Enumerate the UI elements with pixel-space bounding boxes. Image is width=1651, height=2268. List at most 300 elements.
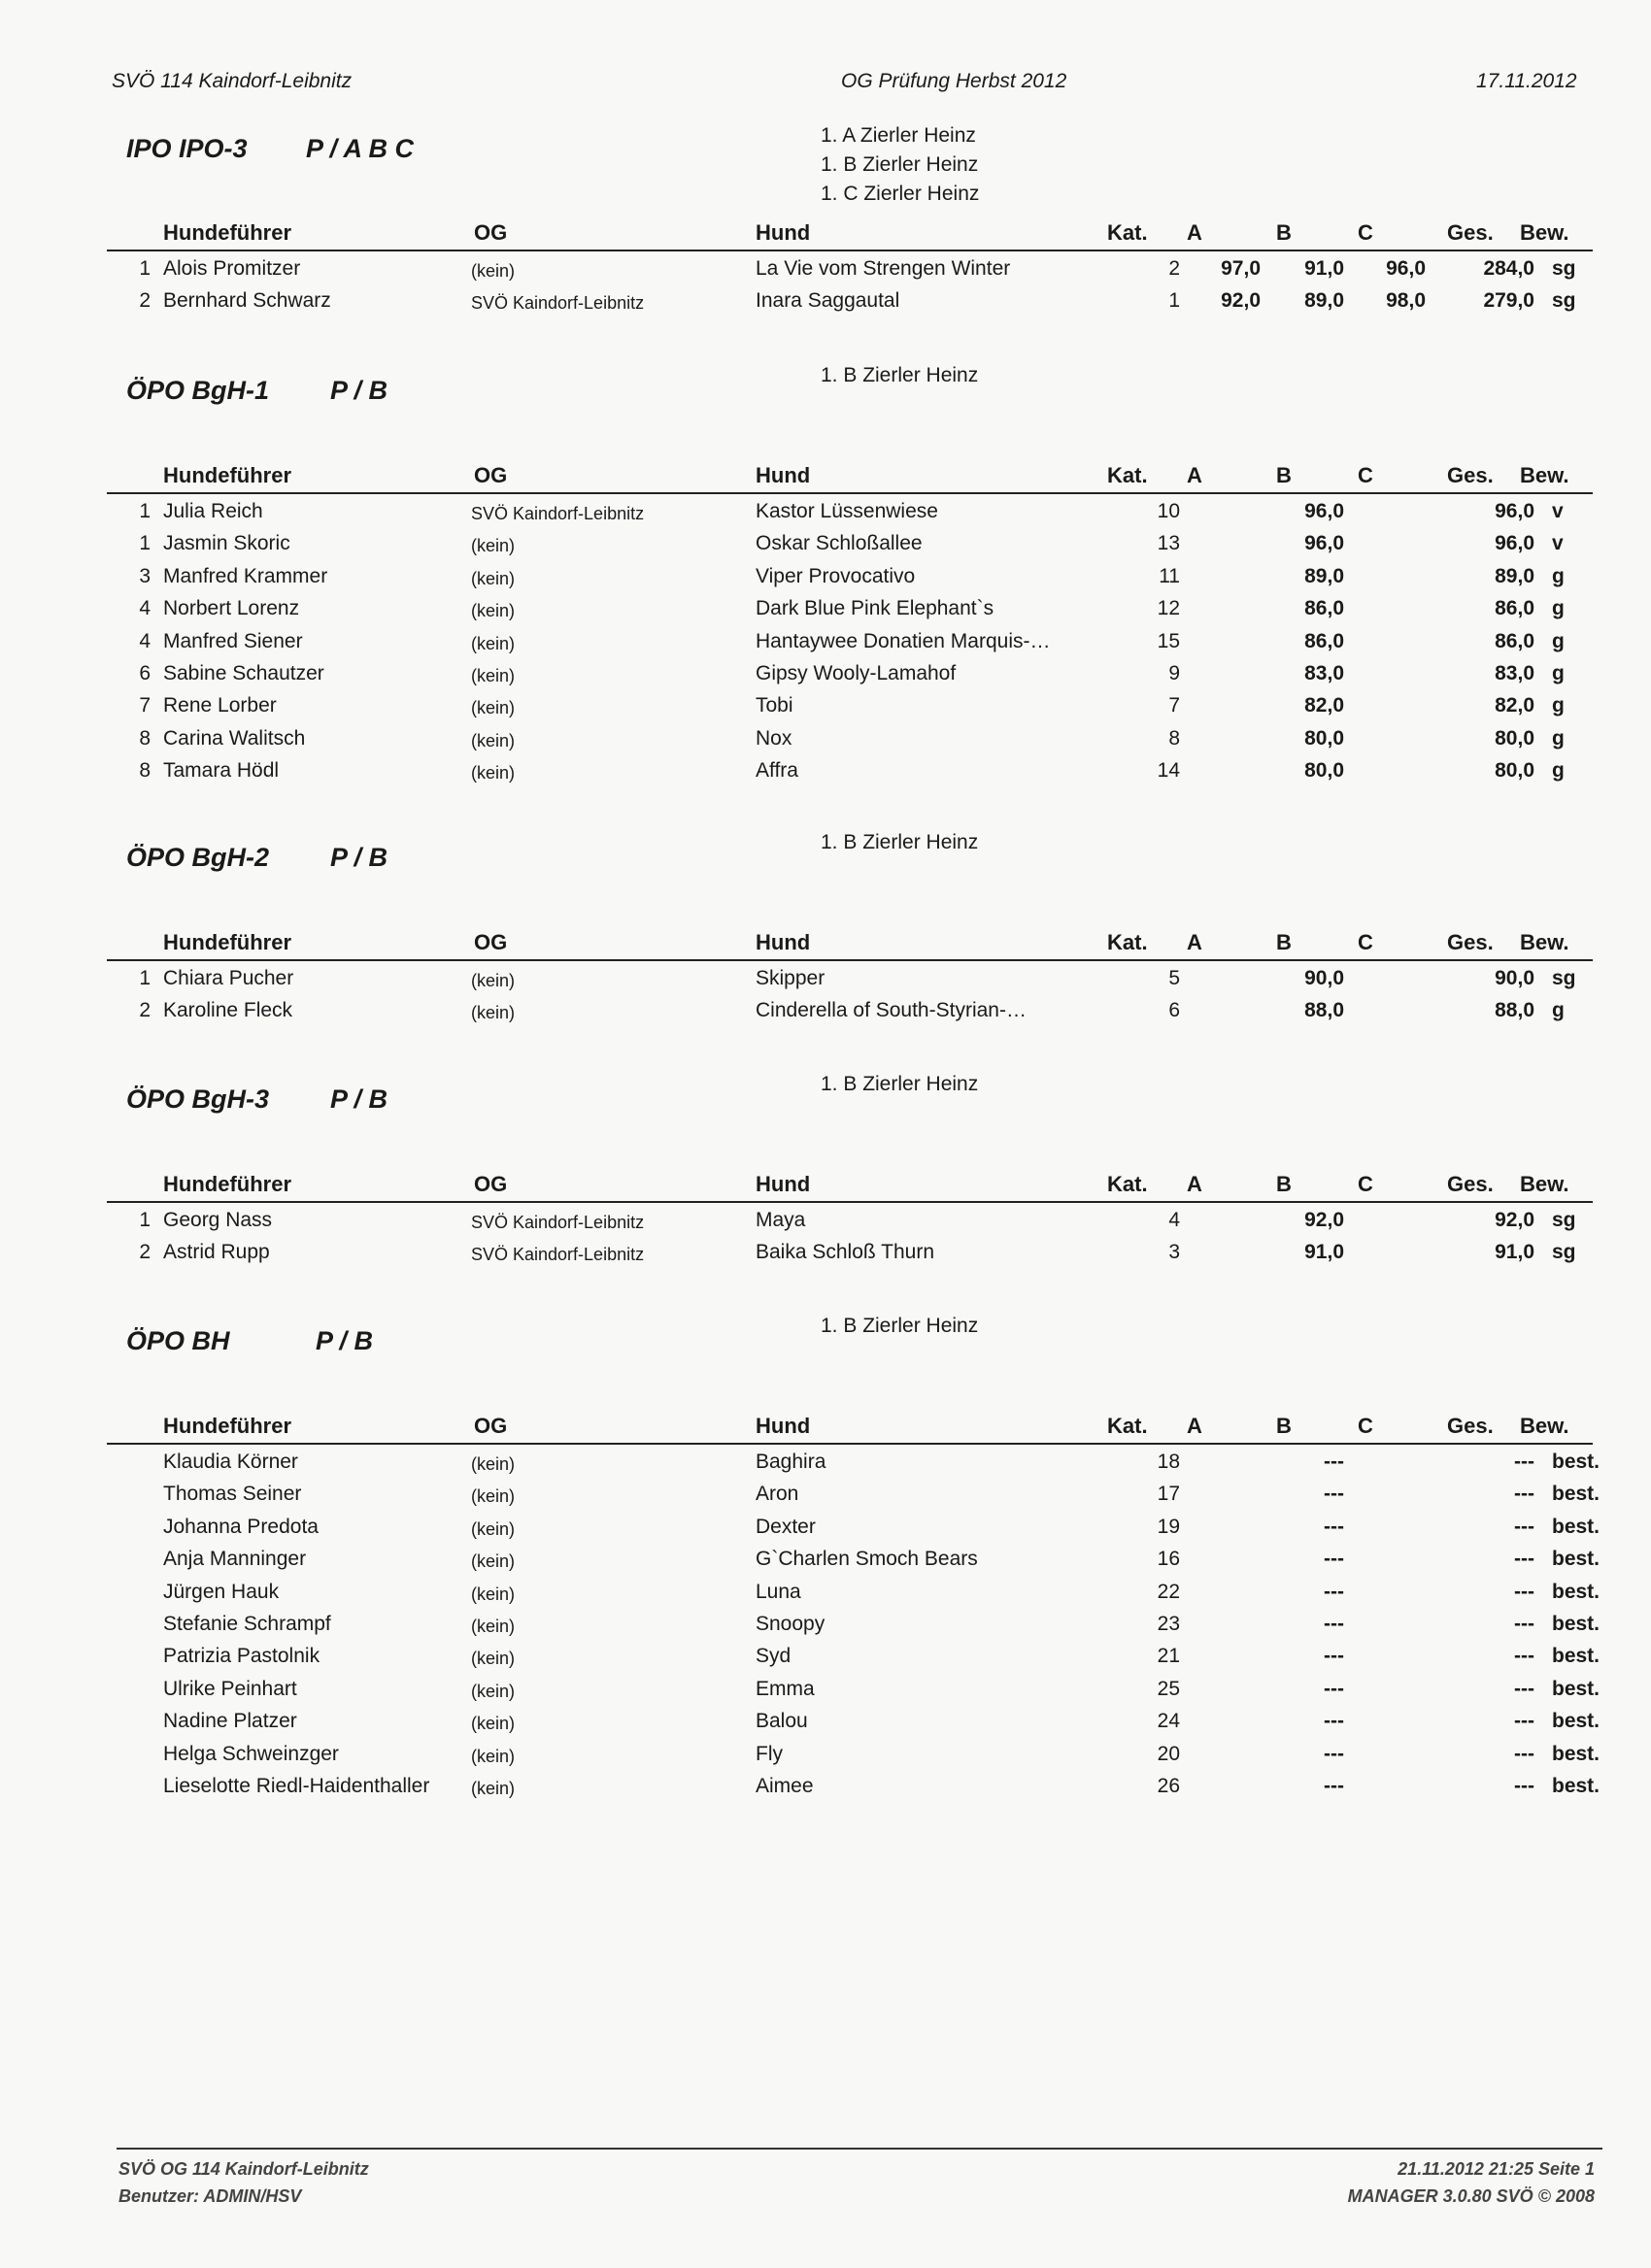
cell-name: Jasmin Skoric xyxy=(163,532,290,555)
cell-rank: 8 xyxy=(139,726,151,750)
cell-name: Helga Schweinzger xyxy=(163,1742,339,1765)
cell-og: (kein) xyxy=(471,1003,516,1023)
cell-og: (kein) xyxy=(471,971,516,990)
cell-ges: --- xyxy=(1514,1677,1534,1700)
cell-name: Rene Lorber xyxy=(163,694,277,717)
cell-bew: g xyxy=(1552,726,1565,750)
exam-class: IPO IPO-3 xyxy=(126,134,248,163)
cell-hund: Oskar Schloßallee xyxy=(756,532,923,555)
cell-og: (kein) xyxy=(471,1551,516,1572)
header-rule xyxy=(107,250,1593,251)
exam-class: ÖPO BgH-2 xyxy=(126,843,270,872)
cell-og: (kein) xyxy=(471,261,516,281)
cell-kat: 15 xyxy=(1157,629,1180,652)
table-row xyxy=(107,630,1593,662)
cell-hund: Baika Schloß Thurn xyxy=(756,1241,935,1264)
table-row xyxy=(107,1677,1600,1710)
column-header-a: A xyxy=(1187,930,1202,954)
exam-class: ÖPO BgH-3 xyxy=(126,1084,270,1114)
cell-bew: v xyxy=(1552,500,1564,522)
cell-bew: best. xyxy=(1552,1613,1600,1635)
header-event: OG Prüfung Herbst 2012 xyxy=(841,70,1067,92)
cell-ges: 80,0 xyxy=(1495,759,1534,783)
cell-ges: 284,0 xyxy=(1483,257,1534,280)
header-rule xyxy=(107,1201,1593,1203)
cell-rank: 4 xyxy=(139,629,151,652)
column-header-ges: Ges. xyxy=(1447,463,1494,487)
cell-b: 89,0 xyxy=(1304,564,1344,587)
cell-bew: g xyxy=(1552,694,1565,717)
table-row xyxy=(107,999,1593,1031)
cell-b: 96,0 xyxy=(1304,532,1344,555)
judge-entry: 1. C Zierler Heinz xyxy=(821,183,980,205)
cell-ges: 83,0 xyxy=(1495,662,1534,684)
cell-hund: Aimee xyxy=(756,1775,814,1797)
cell-rank: 2 xyxy=(139,1241,151,1264)
table-row xyxy=(107,1241,1593,1273)
cell-hund: Fly xyxy=(756,1742,783,1765)
column-header-b: B xyxy=(1276,930,1292,954)
cell-ges: 279,0 xyxy=(1483,289,1534,313)
cell-kat: 25 xyxy=(1157,1677,1180,1700)
cell-og: (kein) xyxy=(471,1617,516,1636)
cell-hund: Luna xyxy=(756,1580,801,1603)
cell-rank: 4 xyxy=(139,597,151,620)
cell-kat: 2 xyxy=(1168,257,1180,280)
column-header-kat: Kat. xyxy=(1107,220,1148,245)
header-club: SVÖ 114 Kaindorf-Leibnitz xyxy=(112,70,353,92)
table-row xyxy=(107,500,1593,532)
cell-ges: 96,0 xyxy=(1495,532,1534,555)
cell-kat: 20 xyxy=(1157,1742,1180,1765)
cell-og: (kein) xyxy=(471,536,516,556)
cell-hund: Gipsy Wooly-Lamahof xyxy=(756,662,957,684)
cell-hund: Hantaywee Donatien Marquis-… xyxy=(756,629,1051,652)
cell-ges: 91,0 xyxy=(1495,1241,1534,1264)
cell-b: 83,0 xyxy=(1304,662,1344,684)
cell-name: Norbert Lorenz xyxy=(163,597,300,620)
table-row xyxy=(107,1645,1600,1677)
cell-bew: g xyxy=(1552,629,1565,652)
cell-og: (kein) xyxy=(471,1746,516,1766)
cell-kat: 22 xyxy=(1157,1580,1180,1603)
table-row xyxy=(107,289,1593,321)
exam-parts: P / B xyxy=(330,843,388,872)
cell-b: --- xyxy=(1324,1548,1344,1571)
cell-kat: 19 xyxy=(1157,1515,1180,1538)
cell-kat: 10 xyxy=(1157,500,1180,522)
column-header-b: B xyxy=(1276,1414,1292,1438)
cell-a: 97,0 xyxy=(1221,257,1261,280)
cell-hund: Syd xyxy=(756,1645,792,1668)
section-title xyxy=(126,843,388,873)
table-row xyxy=(107,257,1593,289)
cell-kat: 3 xyxy=(1168,1241,1180,1264)
cell-ges: --- xyxy=(1514,1742,1534,1765)
cell-og: (kein) xyxy=(471,1584,516,1604)
table-row xyxy=(107,1710,1600,1742)
cell-name: Stefanie Schrampf xyxy=(163,1613,331,1635)
column-header-og: OG xyxy=(474,930,508,954)
table-header xyxy=(107,930,1593,959)
cell-hund: Dexter xyxy=(756,1515,816,1538)
cell-bew: best. xyxy=(1552,1483,1600,1506)
cell-ges: --- xyxy=(1514,1580,1534,1603)
table-header xyxy=(107,1172,1593,1201)
exam-parts: P / B xyxy=(316,1326,374,1355)
cell-kat: 11 xyxy=(1159,564,1180,587)
header-date: 17.11.2012 xyxy=(1476,70,1577,92)
cell-ges: 92,0 xyxy=(1495,1209,1534,1231)
judge-entry: 1. B Zierler Heinz xyxy=(821,1315,979,1337)
cell-bew: best. xyxy=(1552,1710,1600,1733)
section-title xyxy=(126,1084,388,1115)
cell-ges: 90,0 xyxy=(1495,967,1534,989)
cell-name: Manfred Krammer xyxy=(163,564,328,587)
column-header-a: A xyxy=(1187,1414,1202,1438)
cell-b: 86,0 xyxy=(1304,629,1344,652)
cell-bew: v xyxy=(1552,532,1564,555)
cell-hund: Dark Blue Pink Elephant`s xyxy=(756,597,994,620)
page-footer xyxy=(117,2148,1602,2206)
cell-ges: 88,0 xyxy=(1495,999,1534,1022)
exam-class: ÖPO BgH-1 xyxy=(126,376,270,405)
header-rule xyxy=(107,1443,1593,1445)
cell-bew: best. xyxy=(1552,1580,1600,1603)
column-header-a: A xyxy=(1187,463,1202,487)
column-header-og: OG xyxy=(474,463,508,487)
cell-ges: 86,0 xyxy=(1495,629,1534,652)
cell-hund: Tobi xyxy=(756,694,793,717)
cell-hund: Inara Saggautal xyxy=(756,289,900,313)
cell-hund: Baghira xyxy=(756,1451,826,1473)
judge-entry: 1. B Zierler Heinz xyxy=(821,153,979,176)
cell-b: 88,0 xyxy=(1304,999,1344,1022)
cell-rank: 2 xyxy=(139,289,151,313)
cell-b: 92,0 xyxy=(1304,1209,1344,1231)
cell-bew: sg xyxy=(1552,1241,1576,1264)
cell-name: Patrizia Pastolnik xyxy=(163,1645,320,1668)
cell-b: --- xyxy=(1324,1613,1344,1635)
table-header xyxy=(107,463,1593,492)
cell-b: --- xyxy=(1324,1742,1344,1765)
footer-club: SVÖ OG 114 Kaindorf-Leibnitz xyxy=(118,2159,369,2179)
cell-og: (kein) xyxy=(471,1486,516,1507)
cell-ges: 80,0 xyxy=(1495,726,1534,750)
cell-b: 91,0 xyxy=(1304,1241,1344,1264)
cell-og: SVÖ Kaindorf-Leibnitz xyxy=(471,293,645,314)
cell-hund: Emma xyxy=(756,1677,815,1700)
column-header-a: A xyxy=(1187,220,1202,245)
column-header-bew: Bew. xyxy=(1520,1172,1569,1196)
cell-ges: 82,0 xyxy=(1495,694,1534,717)
column-header-name: Hundeführer xyxy=(163,930,291,954)
cell-kat: 6 xyxy=(1168,999,1180,1022)
cell-name: Klaudia Körner xyxy=(163,1451,298,1473)
cell-a: 92,0 xyxy=(1221,289,1261,313)
column-header-bew: Bew. xyxy=(1520,1414,1569,1438)
column-header-hund: Hund xyxy=(756,220,811,245)
cell-hund: G`Charlen Smoch Bears xyxy=(756,1548,978,1571)
cell-kat: 13 xyxy=(1157,532,1180,555)
column-header-name: Hundeführer xyxy=(163,1172,291,1196)
cell-kat: 24 xyxy=(1157,1710,1180,1733)
cell-ges: --- xyxy=(1514,1451,1534,1473)
cell-name: Johanna Predota xyxy=(163,1515,319,1538)
column-header-ges: Ges. xyxy=(1447,1414,1494,1438)
cell-b: 80,0 xyxy=(1304,759,1344,783)
cell-b: 86,0 xyxy=(1304,597,1344,620)
column-header-og: OG xyxy=(474,220,508,245)
footer-user: Benutzer: ADMIN/HSV xyxy=(118,2186,302,2206)
cell-name: Astrid Rupp xyxy=(163,1241,270,1264)
section-title xyxy=(126,1326,374,1356)
cell-ges: --- xyxy=(1514,1710,1534,1733)
column-header-bew: Bew. xyxy=(1520,930,1569,954)
cell-kat: 26 xyxy=(1157,1775,1180,1797)
cell-name: Chiara Pucher xyxy=(163,967,294,989)
footer-timestamp: 21.11.2012 21:25 Seite 1 xyxy=(1398,2159,1595,2179)
cell-hund: Snoopy xyxy=(756,1613,826,1635)
cell-b: --- xyxy=(1324,1645,1344,1668)
exam-parts: P / A B C xyxy=(306,134,415,163)
table-row xyxy=(107,597,1593,629)
cell-hund: Balou xyxy=(756,1710,808,1733)
cell-c: 98,0 xyxy=(1386,289,1426,313)
cell-kat: 7 xyxy=(1168,694,1180,717)
cell-name: Anja Manninger xyxy=(163,1548,307,1571)
column-header-name: Hundeführer xyxy=(163,220,291,245)
cell-bew: best. xyxy=(1552,1451,1600,1473)
table-header xyxy=(107,220,1593,250)
cell-kat: 18 xyxy=(1157,1451,1180,1473)
column-header-c: C xyxy=(1358,1172,1373,1196)
cell-bew: best. xyxy=(1552,1515,1600,1538)
cell-b: --- xyxy=(1324,1677,1344,1700)
cell-b: --- xyxy=(1324,1580,1344,1603)
cell-kat: 14 xyxy=(1157,759,1180,783)
cell-hund: Cinderella of South-Styrian-… xyxy=(756,999,1027,1022)
table-row xyxy=(107,1209,1593,1241)
cell-og: (kein) xyxy=(471,601,516,621)
cell-bew: g xyxy=(1552,564,1565,587)
cell-b: 89,0 xyxy=(1304,289,1344,313)
cell-b: 96,0 xyxy=(1304,500,1344,522)
column-header-ges: Ges. xyxy=(1447,220,1494,245)
table-row xyxy=(107,967,1593,999)
cell-bew: g xyxy=(1552,597,1565,620)
cell-b: 90,0 xyxy=(1304,967,1344,989)
cell-name: Lieselotte Riedl-Haidenthaller xyxy=(163,1775,430,1797)
table-row xyxy=(107,1515,1600,1548)
cell-kat: 21 xyxy=(1157,1645,1180,1668)
cell-name: Sabine Schautzer xyxy=(163,662,324,684)
cell-b: 80,0 xyxy=(1304,726,1344,750)
cell-og: SVÖ Kaindorf-Leibnitz xyxy=(471,504,645,523)
cell-hund: Affra xyxy=(756,759,798,783)
column-header-name: Hundeführer xyxy=(163,463,291,487)
cell-hund: Aron xyxy=(756,1483,799,1506)
cell-name: Tamara Hödl xyxy=(163,759,280,783)
table-row xyxy=(107,727,1593,759)
cell-bew: g xyxy=(1552,662,1565,684)
cell-og: (kein) xyxy=(471,666,516,685)
cell-rank: 2 xyxy=(139,999,151,1022)
exam-parts: P / B xyxy=(330,1084,388,1114)
cell-og: (kein) xyxy=(471,730,516,750)
cell-bew: sg xyxy=(1552,289,1576,313)
cell-hund: Kastor Lüssenwiese xyxy=(756,500,938,522)
cell-name: Ulrike Peinhart xyxy=(163,1677,297,1700)
cell-bew: g xyxy=(1552,999,1565,1022)
table-row xyxy=(107,694,1593,726)
cell-name: Nadine Platzer xyxy=(163,1710,297,1733)
cell-kat: 4 xyxy=(1168,1209,1180,1231)
column-header-hund: Hund xyxy=(756,930,811,954)
cell-b: 82,0 xyxy=(1304,694,1344,717)
column-header-c: C xyxy=(1358,220,1373,245)
column-header-a: A xyxy=(1187,1172,1202,1196)
judges-list xyxy=(821,1070,978,1099)
table-row xyxy=(107,1548,1600,1580)
column-header-og: OG xyxy=(474,1172,508,1196)
header-rule xyxy=(107,959,1593,961)
cell-name: Karoline Fleck xyxy=(163,999,293,1022)
table-row xyxy=(107,1580,1600,1613)
cell-ges: --- xyxy=(1514,1483,1534,1506)
cell-name: Alois Promitzer xyxy=(163,257,301,280)
column-header-bew: Bew. xyxy=(1520,463,1569,487)
cell-rank: 1 xyxy=(139,967,151,989)
table-row xyxy=(107,662,1593,694)
cell-name: Bernhard Schwarz xyxy=(163,289,331,313)
section-title xyxy=(126,134,415,164)
cell-ges: 86,0 xyxy=(1495,597,1534,620)
cell-kat: 5 xyxy=(1168,967,1180,989)
cell-kat: 23 xyxy=(1157,1613,1180,1635)
cell-kat: 8 xyxy=(1168,726,1180,750)
cell-og: (kein) xyxy=(471,1681,516,1701)
cell-og: (kein) xyxy=(471,1714,516,1734)
cell-rank: 1 xyxy=(139,257,151,280)
cell-bew: g xyxy=(1552,759,1565,783)
cell-ges: --- xyxy=(1514,1645,1534,1668)
cell-b: --- xyxy=(1324,1515,1344,1538)
cell-kat: 16 xyxy=(1157,1548,1180,1571)
table-row xyxy=(107,532,1593,564)
cell-name: Julia Reich xyxy=(163,500,263,522)
header-rule xyxy=(107,492,1593,494)
column-header-ges: Ges. xyxy=(1447,930,1494,954)
cell-og: (kein) xyxy=(471,633,516,653)
cell-b: 91,0 xyxy=(1304,257,1344,280)
cell-bew: best. xyxy=(1552,1677,1600,1700)
cell-ges: --- xyxy=(1514,1548,1534,1571)
column-header-kat: Kat. xyxy=(1107,1172,1148,1196)
cell-b: --- xyxy=(1324,1775,1344,1797)
column-header-c: C xyxy=(1358,1414,1373,1438)
judge-entry: 1. B Zierler Heinz xyxy=(821,831,979,853)
column-header-bew: Bew. xyxy=(1520,220,1569,245)
column-header-c: C xyxy=(1358,930,1373,954)
cell-og: SVÖ Kaindorf-Leibnitz xyxy=(471,1245,645,1265)
column-header-b: B xyxy=(1276,1172,1292,1196)
cell-rank: 1 xyxy=(139,500,151,522)
judges-list xyxy=(821,1312,978,1341)
table-row xyxy=(107,1613,1600,1645)
section-title xyxy=(126,376,388,406)
cell-rank: 3 xyxy=(139,564,151,587)
cell-og: (kein) xyxy=(471,568,516,588)
cell-bew: sg xyxy=(1552,257,1576,280)
cell-name: Jürgen Hauk xyxy=(163,1580,280,1603)
cell-bew: best. xyxy=(1552,1775,1600,1797)
judge-entry: 1. B Zierler Heinz xyxy=(821,364,979,386)
cell-og: SVÖ Kaindorf-Leibnitz xyxy=(471,1213,645,1232)
cell-ges: 89,0 xyxy=(1495,564,1534,587)
column-header-hund: Hund xyxy=(756,1414,811,1438)
cell-kat: 17 xyxy=(1157,1483,1180,1506)
cell-name: Thomas Seiner xyxy=(163,1483,302,1506)
cell-name: Manfred Siener xyxy=(163,629,303,652)
column-header-kat: Kat. xyxy=(1107,1414,1148,1438)
table-row xyxy=(107,1742,1600,1775)
cell-rank: 8 xyxy=(139,759,151,783)
cell-og: (kein) xyxy=(471,763,516,784)
judge-entry: 1. B Zierler Heinz xyxy=(821,1073,979,1095)
cell-hund: Viper Provocativo xyxy=(756,564,916,587)
cell-og: (kein) xyxy=(471,1518,516,1539)
cell-rank: 7 xyxy=(139,694,151,717)
cell-ges: --- xyxy=(1514,1613,1534,1635)
judge-entry: 1. A Zierler Heinz xyxy=(821,124,976,147)
cell-b: --- xyxy=(1324,1451,1344,1473)
column-header-b: B xyxy=(1276,463,1292,487)
cell-og: (kein) xyxy=(471,1779,516,1798)
footer-software: MANAGER 3.0.80 SVÖ © 2008 xyxy=(1347,2186,1595,2206)
cell-name: Georg Nass xyxy=(163,1209,273,1231)
cell-bew: sg xyxy=(1552,1209,1576,1231)
table-header xyxy=(107,1414,1593,1443)
cell-kat: 9 xyxy=(1168,662,1180,684)
table-row xyxy=(107,759,1593,791)
cell-ges: --- xyxy=(1514,1515,1534,1538)
cell-bew: sg xyxy=(1552,967,1576,989)
cell-hund: Nox xyxy=(756,726,792,750)
cell-b: --- xyxy=(1324,1483,1344,1506)
table-row xyxy=(107,1775,1600,1807)
cell-name: Carina Walitsch xyxy=(163,726,306,750)
column-header-hund: Hund xyxy=(756,1172,811,1196)
exam-class: ÖPO BH xyxy=(126,1326,230,1355)
cell-ges: --- xyxy=(1514,1775,1534,1797)
cell-kat: 12 xyxy=(1157,597,1180,620)
judges-list xyxy=(821,121,979,209)
cell-bew: best. xyxy=(1552,1548,1600,1571)
cell-rank: 1 xyxy=(139,532,151,555)
cell-hund: Skipper xyxy=(756,967,826,989)
column-header-og: OG xyxy=(474,1414,508,1438)
cell-hund: La Vie vom Strengen Winter xyxy=(756,257,1011,280)
table-row xyxy=(107,1483,1600,1515)
cell-og: (kein) xyxy=(471,1454,516,1474)
column-header-hund: Hund xyxy=(756,463,811,487)
column-header-kat: Kat. xyxy=(1107,930,1148,954)
cell-hund: Maya xyxy=(756,1209,806,1231)
column-header-c: C xyxy=(1358,463,1373,487)
judges-list xyxy=(821,361,978,390)
column-header-b: B xyxy=(1276,220,1292,245)
